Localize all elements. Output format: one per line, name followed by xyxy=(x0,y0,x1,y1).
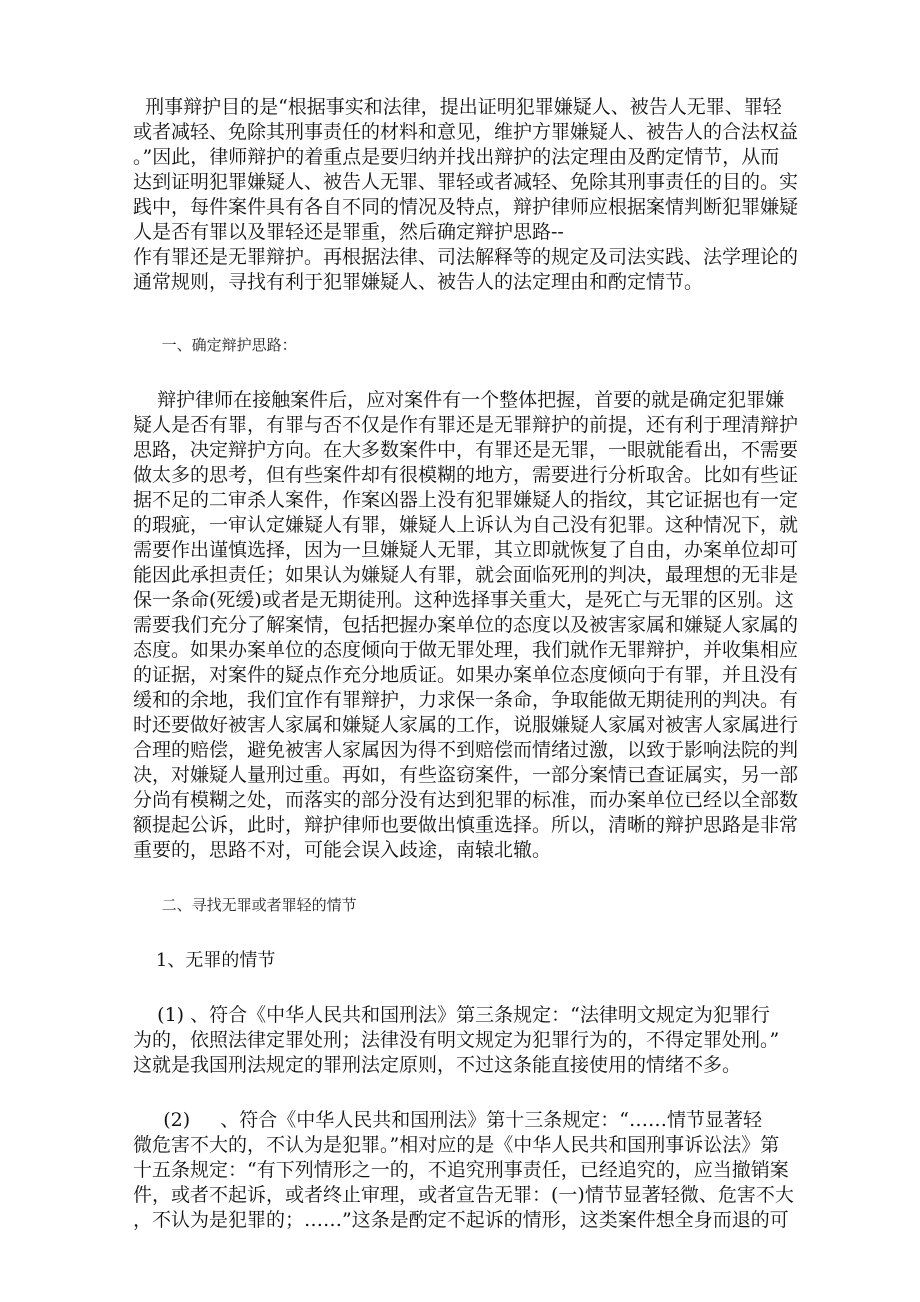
text-line: 疑人是否有罪，有罪与否不仅是作有罪还是无罪辩护的前提，还有利于理清辩护 xyxy=(133,414,799,436)
text-line: 的瑕疵，一审认定嫌疑人有罪，嫌疑人上诉认为自己没有犯罪。这种情况下，就 xyxy=(133,514,799,536)
item2-paragraph xyxy=(133,1108,794,1233)
text-line: 时还要做好被害人家属和嫌疑人家属的工作，说服嫌疑人家属对被害人家属进行 xyxy=(133,714,799,736)
text-line: 缓和的余地，我们宜作有罪辩护，力求保一条命，争取能做无期徒刑的判决。有 xyxy=(133,689,799,711)
text-line: ，不认为是犯罪的；……”这条是酌定不起诉的情形，这类案件想全身而退的可 xyxy=(133,1209,789,1231)
text-line: 态度。如果办案单位的态度倾向于做无罪处理，我们就作无罪辩护，并收集相应 xyxy=(133,639,799,661)
section-heading-2: 二、寻找无罪或者罪轻的情节 xyxy=(133,896,357,914)
text-line: 十五条规定：“有下列情形之一的，不追究刑事责任，已经追究的，应当撤销案 xyxy=(133,1159,789,1181)
text-line: 微危害不大的，不认为是犯罪。”相对应的是《中华人民共和国刑事诉讼法》第 xyxy=(133,1134,780,1156)
text-line: 据不足的二审杀人案件，作案凶器上没有犯罪嫌疑人的指纹，其它证据也有一定 xyxy=(133,489,799,511)
text-line: 的证据，对案件的疑点作充分地质证。如果办案单位态度倾向于有罪，并且没有 xyxy=(133,664,799,686)
text-line: 决，对嫌疑人量刑过重。再如，有些盗窃案件，一部分案情已查证属实，另一部 xyxy=(133,764,799,786)
text-line: 这就是我国刑法规定的罪刑法定原则，不过这条能直接使用的情绪不多。 xyxy=(133,1054,742,1076)
section-heading-1: 一、确定辩护思路： xyxy=(133,336,297,354)
text-line: 刑事辩护目的是“根据事实和法律，提出证明犯罪嫌疑人、被告人无罪、罪轻 xyxy=(133,96,782,118)
text-line: 人是否有罪以及罪轻还是罪重，然后确定辩护思路-- xyxy=(133,221,564,243)
text-line: 重要的，思路不对，可能会误入歧途，南辕北辙。 xyxy=(133,839,552,861)
subsection-heading: 1、无罪的情节 xyxy=(133,950,276,971)
text-line: 达到证明犯罪嫌疑人、被告人无罪、罪轻或者减轻、免除其刑事责任的目的。实 xyxy=(133,171,799,193)
text-line: (1) 、符合《中华人民共和国刑法》第三条规定：“法律明文规定为犯罪行 xyxy=(133,1004,770,1026)
text-line: 额提起公诉，此时，辩护律师也要做出慎重选择。所以，清晰的辩护思路是非常 xyxy=(133,814,799,836)
text-line: 为的，依照法律定罪处刑；法律没有明文规定为犯罪行为的，不得定罪处刑。” xyxy=(133,1029,780,1051)
text-line: 合理的赔偿，避免被害人家属因为得不到赔偿而情绪过激，以致于影响法院的判 xyxy=(133,739,799,761)
text-line: 做太多的思考，但有些案件却有很模糊的地方，需要进行分析取舍。比如有些证 xyxy=(133,464,799,486)
text-line: 作有罪还是无罪辩护。再根据法律、司法解释等的规定及司法实践、法学理论的 xyxy=(133,246,799,268)
text-line: 件，或者不起诉，或者终止审理，或者宣告无罪：(一)情节显著轻微、危害不大 xyxy=(133,1184,794,1206)
text-line: 通常规则，寻找有利于犯罪嫌疑人、被告人的法定理由和酌定情节。 xyxy=(133,271,704,293)
text-line: 或者减轻、免除其刑事责任的材料和意见，维护方罪嫌疑人、被告人的合法权益 xyxy=(133,121,799,143)
text-line: 需要作出谨慎选择，因为一旦嫌疑人无罪，其立即就恢复了自由，办案单位却可 xyxy=(133,539,799,561)
document-page xyxy=(133,95,799,1233)
text-line: 思路，决定辩护方向。在大多数案件中，有罪还是无罪，一眼就能看出，不需要 xyxy=(133,439,799,461)
text-line: 辩护律师在接触案件后，应对案件有一个整体把握，首要的就是确定犯罪嫌 xyxy=(133,389,785,411)
text-line: (2) 、符合《中华人民共和国刑法》第十三条规定：“……情节显著轻 xyxy=(133,1109,763,1131)
text-line: 践中，每件案件具有各自不同的情况及特点，辩护律师应根据案情判断犯罪嫌疑 xyxy=(133,196,799,218)
text-line: 需要我们充分了解案情，包括把握办案单位的态度以及被害家属和嫌疑人家属的 xyxy=(133,614,799,636)
text-line: 。”因此，律师辩护的着重点是要归纳并找出辩护的法定理由及酌定情节，从而 xyxy=(133,146,780,168)
item1-paragraph xyxy=(133,1003,781,1078)
text-line: 保一条命(死缓)或者是无期徒刑。这种选择事关重大，是死亡与无罪的区别。这 xyxy=(133,589,794,611)
intro-paragraph xyxy=(133,95,799,295)
text-line: 能因此承担责任；如果认为嫌疑人有罪，就会面临死刑的判决，最理想的无非是 xyxy=(133,564,799,586)
section1-paragraph xyxy=(133,388,799,863)
text-line: 分尚有模糊之处，而落实的部分没有达到犯罪的标准，而办案单位已经以全部数 xyxy=(133,789,799,811)
